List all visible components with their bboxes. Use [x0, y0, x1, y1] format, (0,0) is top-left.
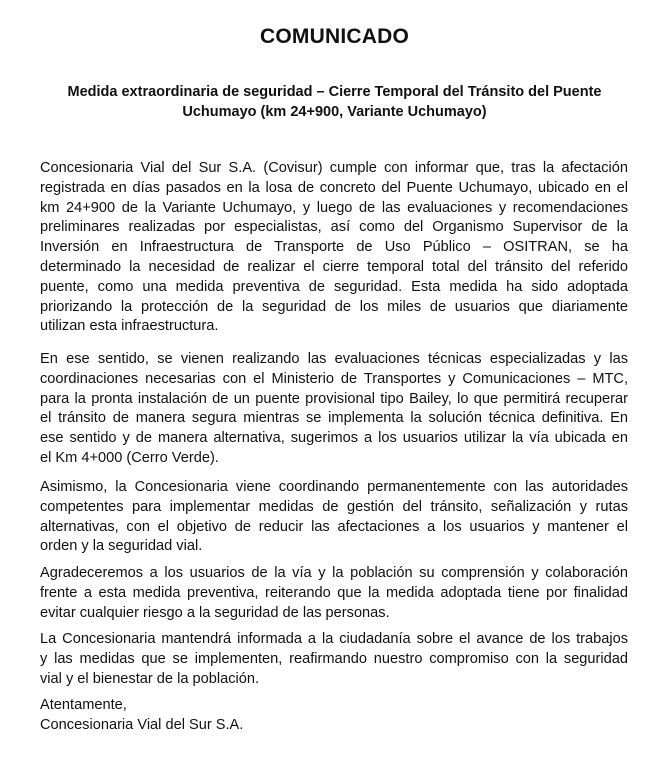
paragraph-line: alternativas, con el objetivo de reducir las afectaciones a los usuarios y mantener el: [40, 518, 628, 535]
paragraph-line: competentes para implementar medidas de gestión del tránsito, señalización y rutas: [40, 498, 628, 515]
paragraph-line: En ese sentido, se vienen realizando las evaluaciones técnicas especializadas y las: [40, 351, 628, 367]
paragraph-line: Asimismo, la Concesionaria viene coordinando permanentemente con las autoridades: [40, 479, 628, 495]
closing-block: [40, 696, 628, 736]
paragraph-line: preliminares realizadas por especialistas, así como del Organismo Supervisor de la: [40, 219, 628, 236]
paragraph-line: vial y el bienestar de la población.: [40, 670, 260, 687]
paragraph-line: utilizan esta infraestructura.: [40, 318, 219, 335]
paragraph-line: frente a esta medida preventiva, reiterando que la medida adoptada tiene por finalidad: [40, 584, 628, 601]
paragraph-line: Agradeceremos a los usuarios de la vía y la población su comprensión y colaboración: [40, 565, 628, 581]
paragraph-line: coordinaciones necesarias con el Ministerio de Transportes y Comunicaciones – MTC,: [40, 370, 628, 387]
paragraph-line: evitar cualquier riesgo a la seguridad de las personas.: [40, 604, 390, 621]
paragraph-line: para la pronta instalación de un puente provisional tipo Bailey, lo que permitirá recuperar: [40, 390, 628, 407]
paragraph-updates: [40, 630, 628, 689]
paragraph-thanks: [40, 564, 628, 623]
paragraph-line: registrada en días pasados en la losa de concreto del Puente Uchumayo, ubicado en el: [40, 179, 628, 196]
document-subtitle: [20, 82, 649, 122]
paragraph-coordination: [40, 478, 628, 557]
paragraph-line: Inversión en Infraestructura de Transporte de Uso Público – OSITRAN, se ha: [40, 239, 628, 256]
paragraph-line: Concesionaria Vial del Sur S.A. (Covisur) cumple con informar que, tras la afectación: [40, 160, 628, 176]
paragraph-evaluations: [40, 350, 628, 469]
closing-text: Atentamente,: [40, 697, 127, 713]
paragraph-line: ese sentido y de manera alternativa, sugerimos a los usuarios utilizar la vía ubicada en: [40, 430, 628, 447]
signature: Concesionaria Vial del Sur S.A.: [40, 716, 244, 733]
subtitle-line: Medida extraordinaria de seguridad – Cierre Temporal del Tránsito del Puente: [67, 84, 602, 100]
paragraph-line: orden y la seguridad vial.: [40, 538, 203, 555]
paragraph-line: La Concesionaria mantendrá informada a la ciudadanía sobre el avance de los trabajos: [40, 631, 628, 647]
paragraph-line: el Km 4+000 (Cerro Verde).: [40, 449, 219, 466]
paragraph-line: determinado la necesidad de realizar el cierre temporal total del tránsito del referido: [40, 258, 628, 275]
paragraph-line: puente, como una medida preventiva de seguridad. Esta medida ha sido adoptada: [40, 278, 628, 295]
paragraph-line: y las medidas que se implementen, reafirmando nuestro compromiso con la seguridad: [40, 650, 628, 667]
paragraph-announcement: [40, 159, 628, 337]
paragraph-line: el tránsito de manera segura mientras se implementa la solución técnica definitiva. En: [40, 410, 628, 427]
paragraph-line: km 24+900 de la Variante Uchumayo, y luego de las evaluaciones y recomendaciones: [40, 199, 628, 216]
subtitle-line: Uchumayo (km 24+900, Variante Uchumayo): [182, 104, 487, 120]
paragraph-line: priorizando la protección de la seguridad de los miles de usuarios que diariamente: [40, 298, 628, 315]
document-title: COMUNICADO: [260, 25, 409, 48]
